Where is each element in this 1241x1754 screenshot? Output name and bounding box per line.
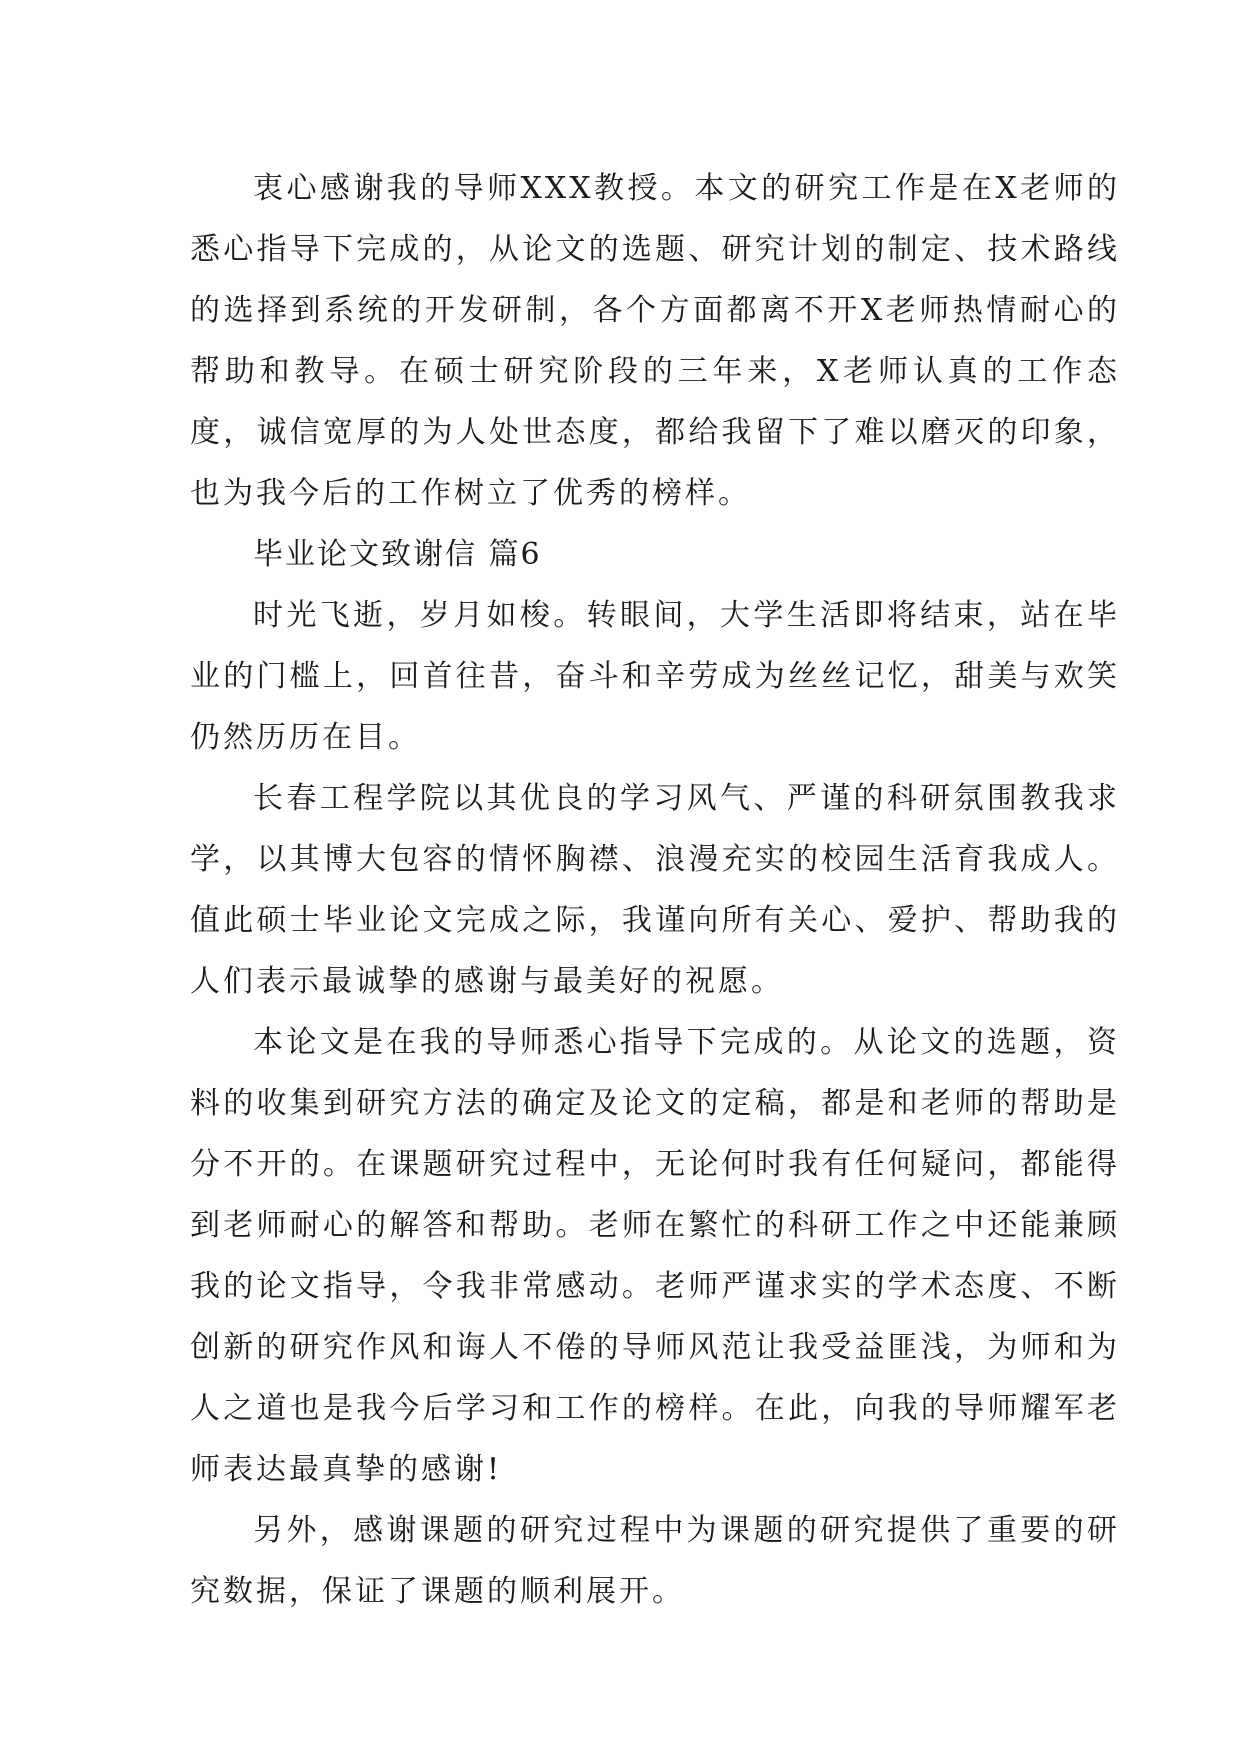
- document-body: [190, 158, 1120, 1622]
- paragraph-time-flies: 时光飞逝，岁月如梭。转眼间，大学生活即将结束，站在毕业的门槛上，回首往昔，奋斗和辛劳成为丝丝记忆，甜美与欢笑仍然历历在目。: [190, 598, 1120, 755]
- paragraph-additional-thanks: 另外，感谢课题的研究过程中为课题的研究提供了重要的研究数据，保证了课题的顺利展开。: [190, 1513, 1120, 1609]
- section-heading: 毕业论文致谢信 篇6: [253, 537, 542, 572]
- paragraph-thesis-guidance: 本论文是在我的导师悉心指导下完成的。从论文的选题，资料的收集到研究方法的确定及论文的定稿，都是和老师的帮助是分不开的。在课题研究过程中，无论何时我有任何疑问，都能得到老师耐心的解答和帮助。老师在繁忙的科研工作之中还能兼顾我的论文指导，令我非常感动。老师严谨求实的学术态度、不断创新的研究作风和诲人不倦的导师风范让我受益匪浅，为师和为人之道也是我今后学习和工作的榜样。在此，向我的导师耀军老师表达最真挚的感谢!: [190, 1025, 1120, 1487]
- paragraph-advisor-thanks: 衷心感谢我的导师XXX教授。本文的研究工作是在X老师的悉心指导下完成的，从论文的选题、研究计划的制定、技术路线的选择到系统的开发研制，各个方面都离不开X老师热情耐心的帮助和教导。在硕士研究阶段的三年来，X老师认真的工作态度，诚信宽厚的为人处世态度，都给我留下了难以磨灭的印象，也为我今后的工作树立了优秀的榜样。: [190, 171, 1120, 511]
- paragraph-school-thanks: 长春工程学院以其优良的学习风气、严谨的科研氛围教我求学，以其博大包容的情怀胸襟、浪漫充实的校园生活育我成人。值此硕士毕业论文完成之际，我谨向所有关心、爱护、帮助我的人们表示最诚挚的感谢与最美好的祝愿。: [190, 781, 1120, 999]
